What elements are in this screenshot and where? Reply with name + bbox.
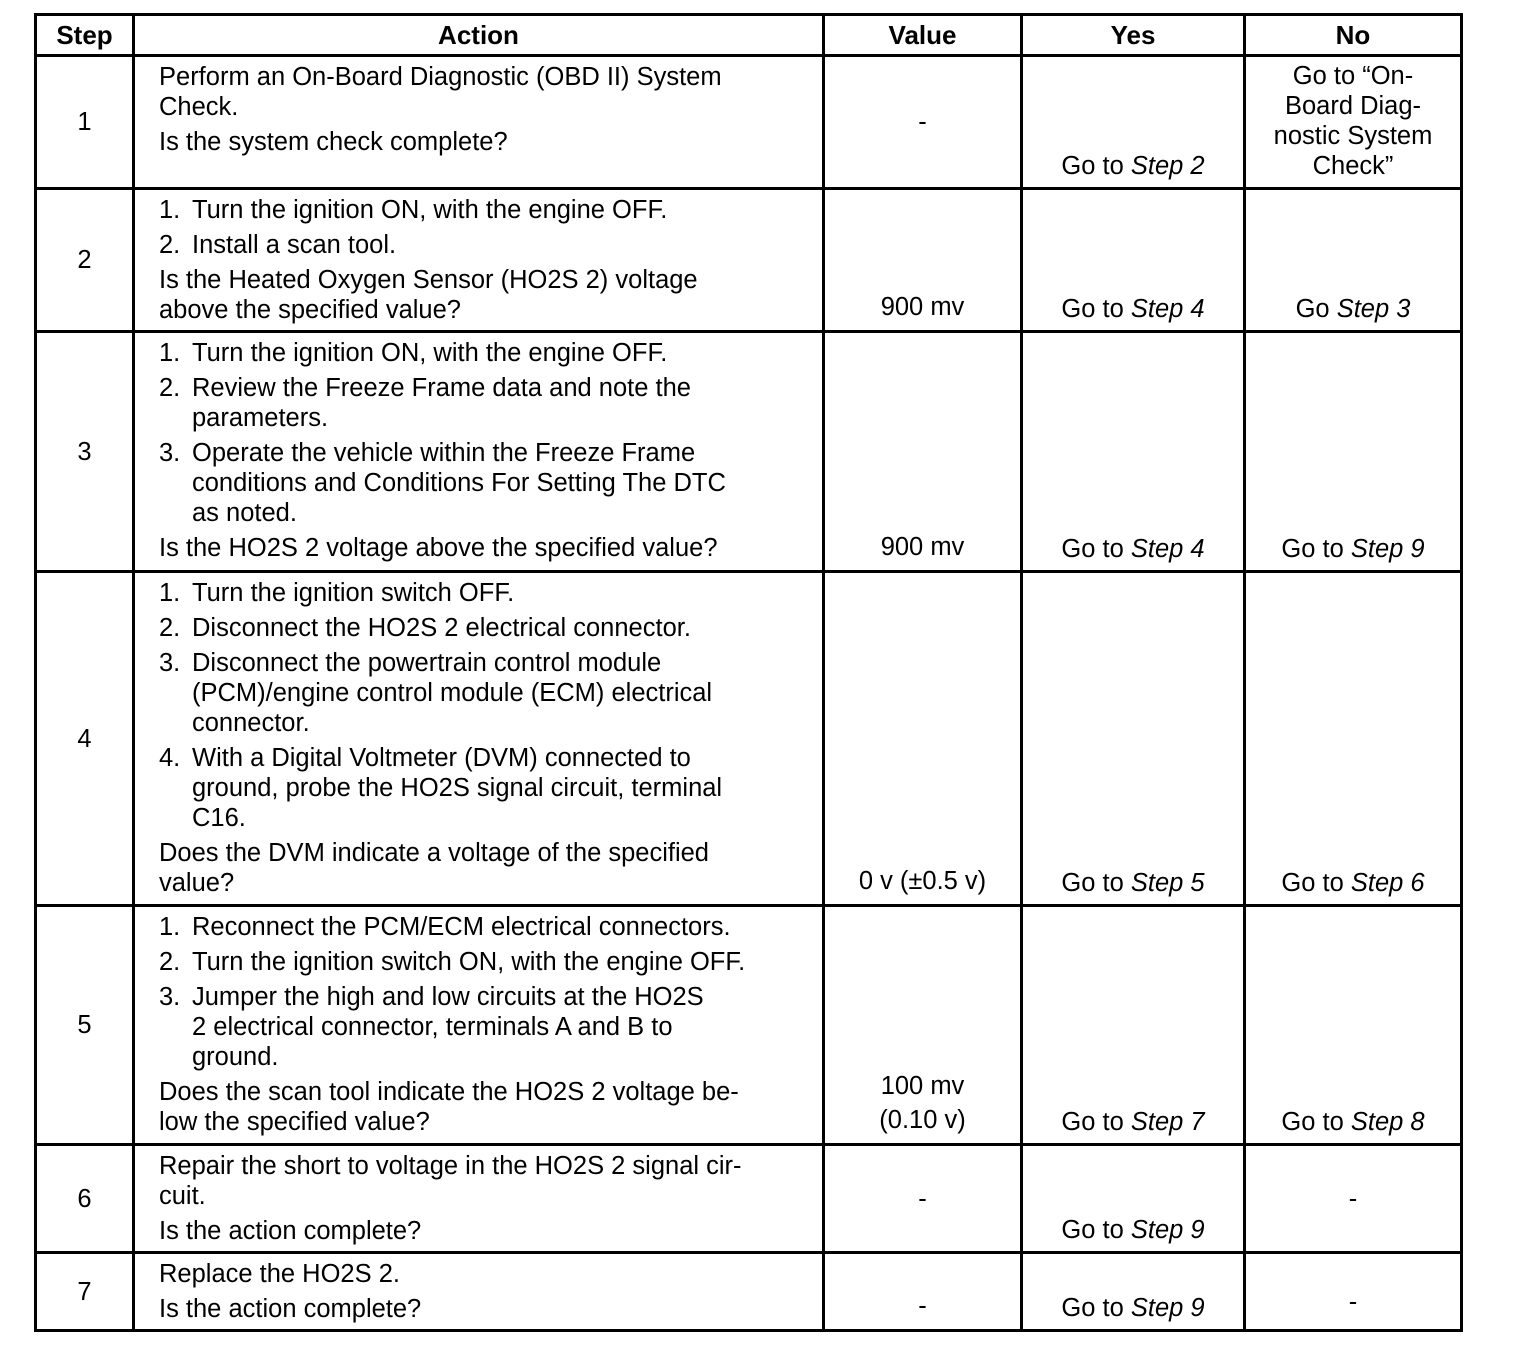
goto-prefix: Go to: [1061, 535, 1131, 563]
table-row: [36, 572, 1462, 906]
action-item: [159, 743, 804, 833]
action-item: [159, 947, 804, 977]
value-cell: [824, 332, 1022, 572]
table-row: [36, 1253, 1462, 1331]
item-text: [192, 743, 804, 833]
action-text: Perform an On-Board Diagnostic (OBD II) System: [159, 63, 722, 91]
item-text: [192, 613, 804, 643]
item-number: 1.: [159, 913, 181, 941]
item-line: ground.: [192, 1043, 279, 1071]
item-line: C16.: [192, 804, 246, 832]
goto-step: Step 4: [1130, 535, 1205, 563]
action-cell: [134, 332, 824, 572]
action-item: [159, 912, 804, 942]
action-question: [159, 265, 804, 325]
no-cell: [1245, 1253, 1462, 1331]
item-line: as noted.: [192, 499, 297, 527]
no-cell: [1245, 332, 1462, 572]
no-goto: [1281, 869, 1424, 897]
action-item: [159, 338, 804, 368]
goto-prefix: Go to: [1281, 1108, 1351, 1136]
yes-cell: [1022, 572, 1245, 906]
step-number: 4: [36, 572, 134, 906]
action-text: Repair the short to voltage in the HO2S 2 signal cir-: [159, 1152, 742, 1180]
goto-step: Step 3: [1336, 295, 1411, 323]
step-number: 6: [36, 1145, 134, 1253]
goto-step: Step 8: [1350, 1108, 1425, 1136]
action-question: Is the HO2S 2 voltage above the specified value?: [159, 534, 718, 562]
item-line: With a Digital Voltmeter (DVM) connected to: [192, 744, 691, 772]
table-row: [36, 56, 1462, 189]
item-line: Disconnect the powertrain control module: [192, 649, 662, 677]
goto-prefix: Go to: [1281, 869, 1351, 897]
question-line: Does the DVM indicate a voltage of the specified: [159, 839, 709, 867]
no-text: nostic System: [1273, 122, 1433, 150]
yes-goto: [1061, 295, 1204, 323]
yes-cell: [1022, 56, 1245, 189]
goto-step: Step 2: [1130, 152, 1205, 180]
goto-step: Step 9: [1350, 535, 1425, 563]
action-item: [159, 648, 804, 738]
item-text: [192, 578, 804, 608]
value-text: 0 v (±0.5 v): [858, 867, 987, 895]
diagnostic-table-sheet: [34, 13, 1460, 1332]
step-number: 2: [36, 189, 134, 332]
action-cell: [134, 572, 824, 906]
item-number: 3.: [159, 439, 181, 467]
item-number: 3.: [159, 983, 181, 1011]
item-line: connector.: [192, 709, 310, 737]
item-line: Disconnect the HO2S 2 electrical connector.: [192, 614, 691, 642]
yes-cell: [1022, 1253, 1245, 1331]
item-number: 2.: [159, 374, 181, 402]
item-number: 2.: [159, 231, 181, 259]
item-text: [192, 912, 804, 942]
action-question: [159, 838, 804, 898]
action-question: Is the action complete?: [159, 1295, 422, 1323]
item-line: parameters.: [192, 404, 329, 432]
item-number: 3.: [159, 649, 181, 677]
yes-goto: [1061, 152, 1204, 180]
no-text: Board Diag-: [1284, 92, 1422, 120]
action-question: [159, 1077, 804, 1137]
yes-cell: [1022, 1145, 1245, 1253]
value-cell: [824, 56, 1022, 189]
item-text: [192, 230, 804, 260]
action-item: [159, 982, 804, 1072]
step-number: 1: [36, 56, 134, 189]
header-step: Step: [36, 15, 134, 56]
action-item: [159, 438, 804, 528]
value-cell: [824, 189, 1022, 332]
value-text: 900 mv: [880, 293, 965, 321]
yes-cell: [1022, 906, 1245, 1145]
item-line: Turn the ignition ON, with the engine OFF.: [192, 196, 668, 224]
item-text: [192, 373, 804, 433]
item-number: 1.: [159, 196, 181, 224]
action-cell: [134, 189, 824, 332]
table-row: [36, 332, 1462, 572]
item-line: (PCM)/engine control module (ECM) electrical: [192, 679, 713, 707]
yes-goto: [1061, 535, 1204, 563]
value-text: -: [918, 1184, 927, 1213]
item-number: 4.: [159, 744, 181, 772]
item-line: Jumper the high and low circuits at the HO2S: [192, 983, 704, 1011]
item-number: 2.: [159, 948, 181, 976]
item-line: Turn the ignition ON, with the engine OFF.: [192, 339, 668, 367]
goto-prefix: Go to: [1061, 1216, 1131, 1244]
goto-prefix: Go to: [1061, 1294, 1131, 1322]
yes-goto: [1061, 869, 1204, 897]
value-text: -: [918, 108, 927, 136]
action-text: cuit.: [159, 1182, 206, 1210]
action-text: Replace the HO2S 2.: [159, 1260, 400, 1288]
goto-step: Step 9: [1130, 1294, 1205, 1322]
no-cell: [1245, 56, 1462, 189]
header-value: Value: [824, 15, 1022, 56]
step-number: 5: [36, 906, 134, 1145]
no-text: Go to “On-: [1292, 62, 1414, 90]
item-line: ground, probe the HO2S signal circuit, terminal: [192, 774, 723, 802]
no-cell: [1245, 906, 1462, 1145]
goto-prefix: Go to: [1061, 152, 1131, 180]
goto-step: Step 4: [1130, 295, 1205, 323]
action-item: [159, 373, 804, 433]
action-cell: [134, 906, 824, 1145]
yes-goto: [1061, 1216, 1204, 1244]
value-cell: [824, 906, 1022, 1145]
no-goto: [1281, 1108, 1424, 1136]
header-action: Action: [134, 15, 824, 56]
step-number: 7: [36, 1253, 134, 1331]
question-line: Does the scan tool indicate the HO2S 2 voltage be-: [159, 1078, 739, 1106]
no-cell: [1245, 189, 1462, 332]
goto-prefix: Go: [1295, 295, 1337, 323]
yes-cell: [1022, 332, 1245, 572]
action-item: [159, 230, 804, 260]
item-line: 2 electrical connector, terminals A and B to: [192, 1013, 673, 1041]
no-cell: [1245, 572, 1462, 906]
no-goto: [1296, 295, 1411, 323]
item-line: Reconnect the PCM/ECM electrical connectors.: [192, 913, 731, 941]
no-text: -: [1348, 1184, 1358, 1213]
diagnostic-table: [34, 13, 1463, 1332]
item-text: [192, 947, 804, 977]
goto-step: Step 6: [1350, 869, 1425, 897]
value-text: 100 mv: [880, 1072, 965, 1100]
no-text: Check”: [1312, 152, 1394, 180]
yes-goto: [1061, 1294, 1204, 1322]
item-text: [192, 982, 804, 1072]
item-number: 1.: [159, 579, 181, 607]
item-text: [192, 438, 804, 528]
no-goto: [1281, 535, 1424, 563]
item-line: Review the Freeze Frame data and note the: [192, 374, 691, 402]
item-text: [192, 338, 804, 368]
item-text: [192, 195, 804, 225]
goto-step: Step 5: [1130, 869, 1205, 897]
goto-prefix: Go to: [1061, 295, 1131, 323]
value-cell: [824, 572, 1022, 906]
value-text: 900 mv: [880, 533, 965, 561]
no-text: -: [1348, 1288, 1358, 1316]
action-item: [159, 613, 804, 643]
goto-prefix: Go to: [1281, 535, 1351, 563]
question-line: low the specified value?: [159, 1108, 430, 1136]
yes-cell: [1022, 189, 1245, 332]
question-line: above the specified value?: [159, 296, 461, 324]
item-line: Turn the ignition switch ON, with the engine OFF.: [192, 948, 746, 976]
step-number: 3: [36, 332, 134, 572]
question-line: Is the Heated Oxygen Sensor (HO2S 2) voltage: [159, 266, 698, 294]
header-no: No: [1245, 15, 1462, 56]
action-cell: [134, 56, 824, 189]
yes-goto: [1061, 1108, 1204, 1136]
header-row: [36, 15, 1462, 56]
item-line: Turn the ignition switch OFF.: [192, 579, 515, 607]
action-question: Is the action complete?: [159, 1217, 422, 1245]
item-number: 2.: [159, 614, 181, 642]
goto-step: Step 9: [1130, 1216, 1205, 1244]
goto-prefix: Go to: [1061, 869, 1131, 897]
header-yes: Yes: [1022, 15, 1245, 56]
action-cell: [134, 1253, 824, 1331]
table-row: [36, 1145, 1462, 1253]
item-text: [192, 648, 804, 738]
goto-prefix: Go to: [1061, 1108, 1131, 1136]
no-cell: [1245, 1145, 1462, 1253]
goto-step: Step 7: [1130, 1108, 1205, 1136]
action-text: Check.: [159, 93, 239, 121]
action-item: [159, 578, 804, 608]
action-item: [159, 195, 804, 225]
value-cell: [824, 1145, 1022, 1253]
item-number: 1.: [159, 339, 181, 367]
item-line: Install a scan tool.: [192, 231, 397, 259]
value-cell: [824, 1253, 1022, 1331]
value-text: -: [918, 1292, 927, 1320]
item-line: conditions and Conditions For Setting The DTC: [192, 469, 726, 497]
action-cell: [134, 1145, 824, 1253]
item-line: Operate the vehicle within the Freeze Frame: [192, 439, 696, 467]
table-row: [36, 906, 1462, 1145]
question-line: value?: [159, 869, 235, 897]
action-question: Is the system check complete?: [159, 128, 508, 156]
table-row: [36, 189, 1462, 332]
value-text: (0.10 v): [879, 1106, 966, 1134]
